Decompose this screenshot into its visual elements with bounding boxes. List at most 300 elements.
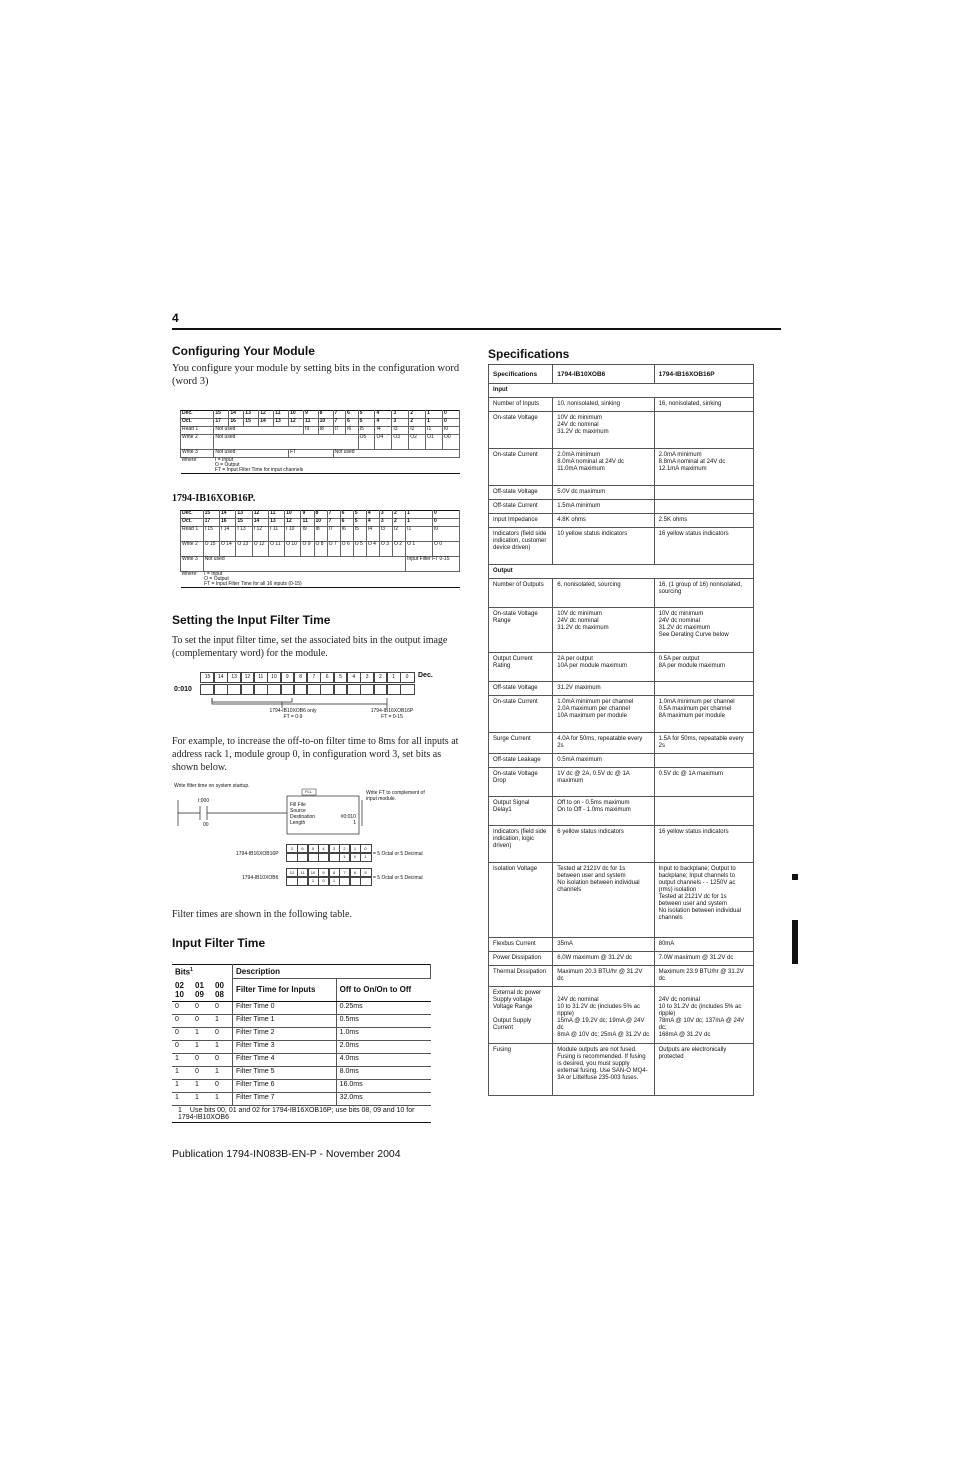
bit-header-cell: 12 bbox=[259, 411, 274, 419]
filter-name: Filter Time 7 bbox=[233, 1092, 337, 1105]
ladder-bit-number: 1 bbox=[349, 844, 361, 854]
bit-header-cell: 16 bbox=[220, 519, 236, 527]
spec-value-ib10xob6: 1.0mA minimum per channel 2.0A maximum per channel 10A maximum per module bbox=[553, 696, 654, 733]
ladder-bit-number: 10 bbox=[307, 868, 319, 878]
ladder-bit-value bbox=[360, 876, 372, 886]
bit-strip-diagram bbox=[172, 668, 462, 728]
spec-name: Fusing bbox=[489, 1044, 553, 1096]
filter-row bbox=[172, 1092, 431, 1105]
spec-name: Off-state Voltage bbox=[489, 486, 553, 500]
filter-value: 32.0ms bbox=[336, 1092, 430, 1105]
where-line: FT = Input Filter Time for input channels bbox=[214, 467, 304, 473]
bit-cell: O0 bbox=[443, 435, 460, 450]
bit-value: 0 bbox=[212, 1027, 233, 1040]
bit-header-cell: 1 bbox=[426, 419, 443, 427]
bit-cell: I 12 bbox=[252, 527, 268, 542]
where-label: Where: bbox=[181, 572, 204, 588]
ladder-bit-number: 2 bbox=[286, 844, 298, 854]
spec-value-ib16xob16p: 7.0W maximum @ 31.2V dc bbox=[654, 952, 753, 966]
bit-header-cell: 14 bbox=[220, 511, 236, 519]
spec-section-label: Input bbox=[489, 384, 754, 398]
bit-header-cell: 13 bbox=[274, 419, 289, 427]
bit-header-cell: 0 bbox=[432, 511, 459, 519]
footnote-text: Use bits 00, 01 and 02 for 1794-IB16XOB16P; use bits 08, 09 and 10 for 1794-IB10XOB6 bbox=[178, 1106, 415, 1121]
bit-header-cell: 11 bbox=[301, 519, 314, 527]
where-text bbox=[203, 572, 459, 588]
bit-cell: I2 bbox=[392, 527, 405, 542]
bit-cell: O 8 bbox=[314, 542, 327, 557]
spec-value-ib16xob16p: 1.5A for 50ms, repeatable every 2s bbox=[654, 733, 753, 754]
spec-value-ib10xob6: 5.0V dc maximum bbox=[553, 486, 654, 500]
bit-cell: O 5 bbox=[353, 542, 366, 557]
spec-name: Output Signal Delay1 bbox=[489, 797, 553, 826]
spec-value-ib10xob6: Off to on - 0.5ms maximum On to Off - 1.0ms maximum bbox=[553, 797, 654, 826]
dec-label: Dec. bbox=[418, 672, 433, 679]
bit-header-cell: 6 bbox=[340, 511, 353, 519]
spec-value-ib10xob6: 4.0A for 50ms, repeatable every 2s bbox=[553, 733, 654, 754]
not-used: Not used bbox=[214, 450, 289, 458]
bit-header-cell: Dec. bbox=[181, 411, 214, 419]
bit-header-cell: 5 bbox=[358, 419, 375, 427]
spec-value-ib10xob6: 6.0W maximum @ 31.2V dc bbox=[553, 952, 654, 966]
callout-ib16xob16p: 1794-IB16XOB16P FT = 0-15 bbox=[370, 708, 414, 720]
spec-value-ib16xob16p: 0.5A per output 8A per module maximum bbox=[654, 653, 753, 682]
spec-name: External dc power Supply voltage Voltage Range Output Supply Current bbox=[489, 987, 553, 1044]
bit-header-cell: 15 bbox=[244, 419, 259, 427]
spec-name: Off-state Voltage bbox=[489, 682, 553, 696]
row1-label: 1794-IB16XOB16P bbox=[236, 851, 279, 857]
filter-name: Filter Time 1 bbox=[233, 1014, 337, 1027]
row1-result: = 5 Octal or 5 Decimal bbox=[373, 851, 423, 857]
bit-id: 09 bbox=[195, 989, 204, 999]
bit-header-cell: 16 bbox=[229, 419, 244, 427]
bit-header-cell: 7 bbox=[333, 419, 346, 427]
ladder-bit-number: 3 bbox=[328, 844, 340, 854]
row-label: Read 1 bbox=[181, 527, 204, 542]
spec-name: Number of Inputs bbox=[489, 398, 553, 412]
where-line: O = Output bbox=[204, 576, 229, 582]
filter-value: 8.0ms bbox=[336, 1066, 430, 1079]
ft-cell: Input Filter FT 0-15 bbox=[406, 557, 460, 572]
spec-name: Off-state Leakage bbox=[489, 754, 553, 768]
filter-row bbox=[172, 1014, 431, 1027]
spec-row bbox=[489, 768, 754, 797]
spec-value-ib10xob6: 2.0mA minimum 8.0mA nominal at 24V dc 11.0mA maximum bbox=[553, 449, 654, 486]
spec-name: On-state Voltage Range bbox=[489, 608, 553, 653]
bit-cell: O 3 bbox=[379, 542, 392, 557]
filter-name: Filter Time 0 bbox=[233, 1001, 337, 1014]
bit-value: 1 bbox=[212, 1040, 233, 1053]
input-filter-heading: Input Filter Time bbox=[172, 936, 266, 950]
spec-value-ib10xob6: 35mA bbox=[553, 938, 654, 952]
bit-header-cell: 17 bbox=[214, 419, 229, 427]
block-title: FLL bbox=[305, 789, 312, 794]
page-number: 4 bbox=[172, 311, 179, 325]
row2-result: = 5 Octal or 5 Decimal bbox=[373, 875, 423, 881]
bit-header-cell: 0 bbox=[432, 519, 459, 527]
config-table-2 bbox=[180, 510, 460, 588]
bit-cell: I1 bbox=[406, 527, 433, 542]
not-used: Not used bbox=[214, 435, 358, 450]
bit-header-cell: 11 bbox=[304, 419, 318, 427]
filter-value: 4.0ms bbox=[336, 1053, 430, 1066]
spec-row bbox=[489, 863, 754, 938]
bit-value: 1 bbox=[192, 1092, 212, 1105]
spec-row bbox=[489, 653, 754, 682]
spec-row bbox=[489, 797, 754, 826]
top-rule bbox=[172, 328, 781, 330]
bit-cell: I3 bbox=[392, 427, 409, 435]
not-used: Not used bbox=[214, 427, 304, 435]
bit-number-cell: 2 bbox=[373, 672, 388, 683]
bit-cell: I 15 bbox=[203, 527, 219, 542]
bit-number-cell: 6 bbox=[320, 672, 335, 683]
filter-name: Filter Time 3 bbox=[233, 1040, 337, 1053]
bit-column-header bbox=[192, 979, 212, 1002]
input-filter-table bbox=[172, 964, 431, 1123]
bit-number-cell: 1 bbox=[386, 672, 401, 683]
spec-row bbox=[489, 682, 754, 696]
bit-header-cell: 15 bbox=[236, 519, 252, 527]
bit-header-cell: 7 bbox=[327, 511, 340, 519]
spec-value-ib16xob16p: 16 yellow status indicators bbox=[654, 826, 753, 863]
spec-name: Input Impedance bbox=[489, 514, 553, 528]
bit-cell: I4 bbox=[366, 527, 379, 542]
spec-value-ib16xob16p bbox=[654, 754, 753, 768]
ladder-caption: Write filter time on system startup. bbox=[174, 783, 250, 789]
bit-cell: I8 bbox=[314, 527, 327, 542]
bit-cell: O 10 bbox=[285, 542, 301, 557]
filter-name: Filter Time 4 bbox=[233, 1053, 337, 1066]
bit-header-cell: 4 bbox=[375, 411, 392, 419]
ladder-bit-value: 1 bbox=[360, 852, 372, 862]
ladder-bit-value: 0 bbox=[349, 852, 361, 862]
bit-number-cell: 3 bbox=[360, 672, 375, 683]
filter-value: 2.0ms bbox=[336, 1040, 430, 1053]
spec-value-ib16xob16p: 80mA bbox=[654, 938, 753, 952]
bit-cell: I 10 bbox=[285, 527, 301, 542]
spec-value-ib16xob16p bbox=[654, 412, 753, 449]
where-line: FT = Input Filter Time for all 16 inputs (0-15) bbox=[204, 581, 302, 587]
bit-cell: I6 bbox=[346, 427, 359, 435]
bit-cell: O 15 bbox=[203, 542, 219, 557]
spec-value-ib16xob16p: 10V dc minimum 24V dc nominal 31.2V dc maximum See Derating Curve below bbox=[654, 608, 753, 653]
contact-bit: 00 bbox=[203, 822, 209, 828]
bit-cell: O 7 bbox=[327, 542, 340, 557]
ladder-bit-value: 1 bbox=[307, 876, 319, 886]
bit-cell: I3 bbox=[379, 527, 392, 542]
bit-header-cell: 15 bbox=[203, 511, 219, 519]
bit-header-cell: 11 bbox=[269, 511, 285, 519]
spec-row bbox=[489, 987, 754, 1044]
bit-header-cell: 9 bbox=[304, 411, 318, 419]
row-label: Write 3 bbox=[181, 557, 204, 572]
bit-cell: I0 bbox=[443, 427, 460, 435]
spec-name: Power Dissipation bbox=[489, 952, 553, 966]
spec-row bbox=[489, 486, 754, 500]
spec-value-ib10xob6: Tested at 2121V dc for 1s between user and system No isolation between individual channels bbox=[553, 863, 654, 938]
spec-value-ib10xob6: 10 yellow status indicators bbox=[553, 528, 654, 565]
filter-name: Filter Time 6 bbox=[233, 1079, 337, 1092]
not-used: Not used bbox=[333, 450, 459, 458]
where-line: I = Input bbox=[204, 571, 223, 577]
spec-value-ib16xob16p bbox=[654, 486, 753, 500]
spec-section-row bbox=[489, 565, 754, 579]
bit-header-cell: 10 bbox=[289, 411, 304, 419]
bit-cell: I7 bbox=[333, 427, 346, 435]
ft-cell: FT bbox=[289, 450, 333, 458]
where-row bbox=[181, 458, 460, 474]
spec-section-label: Output bbox=[489, 565, 754, 579]
block-values: #0:010 1 bbox=[340, 814, 356, 826]
ladder-bit-number: 4 bbox=[318, 844, 330, 854]
bit-id: 01 bbox=[195, 980, 204, 990]
filter-value: 1.0ms bbox=[336, 1027, 430, 1040]
spec-value-ib10xob6: 0.5mA maximum bbox=[553, 754, 654, 768]
write2-row bbox=[181, 435, 460, 450]
bit-header-cell: 10 bbox=[318, 419, 333, 427]
bit-id: 00 bbox=[215, 980, 224, 990]
bit-row bbox=[181, 542, 460, 557]
bit-value: 1 bbox=[172, 1079, 192, 1092]
bit-value: 0 bbox=[212, 1001, 233, 1014]
bit-header-cell: 10 bbox=[285, 511, 301, 519]
filter-name: Filter Time 5 bbox=[233, 1066, 337, 1079]
bit-value: 1 bbox=[212, 1092, 233, 1105]
bit-value: 0 bbox=[212, 1053, 233, 1066]
bit-number-cell: 15 bbox=[200, 672, 215, 683]
bit-value: 1 bbox=[172, 1053, 192, 1066]
bits-footnote-mark: 1 bbox=[190, 967, 193, 973]
spec-value-ib16xob16p: 16 yellow status indicators bbox=[654, 528, 753, 565]
filter-note: Filter times are shown in the following table. bbox=[172, 909, 352, 920]
bit-column-header bbox=[172, 979, 192, 1002]
spec-section-row bbox=[489, 384, 754, 398]
spec-row bbox=[489, 608, 754, 653]
bit-header-cell: 5 bbox=[353, 511, 366, 519]
description-header: Description bbox=[233, 965, 431, 979]
bit-number-cell: 8 bbox=[293, 672, 308, 683]
bit-cell: O1 bbox=[426, 435, 443, 450]
bit-cell: I9 bbox=[301, 527, 314, 542]
bit-header-cell: 13 bbox=[244, 411, 259, 419]
spec-row bbox=[489, 1044, 754, 1096]
filter-name: Filter Time 2 bbox=[233, 1027, 337, 1040]
spec-value-ib10xob6: 1.5mA minimum bbox=[553, 500, 654, 514]
spec-row bbox=[489, 938, 754, 952]
bits-header bbox=[172, 965, 233, 979]
bit-cell: I 14 bbox=[220, 527, 236, 542]
example-body: For example, to increase the off-to-on filter time to 8ms for all inputs at address rack 1, module group 0, in configuration word 3, set bits as shown below. bbox=[172, 736, 459, 773]
bit-cell: O 0 bbox=[432, 542, 459, 557]
bit-header-cell: 10 bbox=[314, 519, 327, 527]
filter-row bbox=[172, 1027, 431, 1040]
bit-cell: I 13 bbox=[236, 527, 252, 542]
row2-label: 1794-IB10XOB6 bbox=[242, 875, 279, 881]
spec-value-ib10xob6: 10, nonisolated, sinking bbox=[553, 398, 654, 412]
ladder-diagram bbox=[172, 780, 464, 890]
spec-name: On-state Current bbox=[489, 449, 553, 486]
spec-name: On-state Current bbox=[489, 696, 553, 733]
bit-value: 0 bbox=[192, 1014, 212, 1027]
filter-subheader-row bbox=[172, 979, 431, 1002]
bit-number-cell: 5 bbox=[333, 672, 348, 683]
ladder-bit-number: 0 bbox=[360, 844, 372, 854]
bit-header-cell: 12 bbox=[289, 419, 304, 427]
spec-name: Indicators (field side indication, logic driven) bbox=[489, 826, 553, 863]
where-line: O = Output bbox=[214, 462, 240, 468]
bit-header-cell: 3 bbox=[392, 419, 409, 427]
bit-value: 1 bbox=[212, 1066, 233, 1079]
bit-cell: I4 bbox=[375, 427, 392, 435]
filter-footnote bbox=[172, 1105, 431, 1122]
bit-header-cell: 4 bbox=[366, 511, 379, 519]
spec-value-ib16xob16p: 16, (1 group of 16) nonisolated, sourcing bbox=[654, 579, 753, 608]
filter-header-row bbox=[172, 965, 431, 979]
bit-cell: O4 bbox=[375, 435, 392, 450]
spec-value-ib10xob6: 31.2V maximum bbox=[553, 682, 654, 696]
spec-header-cell: 1794-IB10XOB6 bbox=[553, 365, 654, 384]
thumb-marker-small bbox=[792, 874, 798, 880]
spec-value-ib16xob16p: 2.5K ohms bbox=[654, 514, 753, 528]
bit-cell: O 4 bbox=[366, 542, 379, 557]
configuring-heading: Configuring Your Module bbox=[172, 344, 315, 358]
bit-value: 1 bbox=[192, 1079, 212, 1092]
spec-name: Thermal Dissipation bbox=[489, 966, 553, 987]
thumb-marker-tab bbox=[792, 920, 798, 964]
bit-header-cell: 12 bbox=[285, 519, 301, 527]
filter-value: 0.25ms bbox=[336, 1001, 430, 1014]
off-on-header: Off to On/On to Off bbox=[336, 979, 430, 1002]
bit-value: 0 bbox=[192, 1053, 212, 1066]
bit-header-cell: 7 bbox=[327, 519, 340, 527]
bit-header-cell: 14 bbox=[229, 411, 244, 419]
spec-value-ib16xob16p: 0.5V dc @ 1A maximum bbox=[654, 768, 753, 797]
bit-cell: I2 bbox=[409, 427, 426, 435]
spec-name: On-state Voltage bbox=[489, 412, 553, 449]
ladder-bit-number: 12 bbox=[286, 868, 298, 878]
bit-header-cell: 5 bbox=[353, 519, 366, 527]
bit-id: 02 bbox=[175, 980, 184, 990]
spec-name: On-state Voltage Drop bbox=[489, 768, 553, 797]
spec-row bbox=[489, 528, 754, 565]
bit-header-cell: 1 bbox=[426, 411, 443, 419]
bit-cell: I5 bbox=[358, 427, 375, 435]
row-label: Write 2 bbox=[181, 435, 214, 450]
spec-name: Surge Current bbox=[489, 733, 553, 754]
bit-header-cell: 1 bbox=[406, 519, 433, 527]
bit-value: 0 bbox=[172, 1014, 192, 1027]
bit-header-cell: 17 bbox=[203, 519, 219, 527]
spec-row bbox=[489, 398, 754, 412]
bit-cell: I6 bbox=[340, 527, 353, 542]
specifications-heading: Specifications bbox=[488, 347, 570, 361]
address-label: 0:010 bbox=[174, 686, 192, 693]
bit-number-cell: 11 bbox=[253, 672, 268, 683]
spec-row bbox=[489, 696, 754, 733]
spec-header-cell: Specifications bbox=[489, 365, 553, 384]
filter-value: 16.0ms bbox=[336, 1079, 430, 1092]
spec-value-ib10xob6: 4.8K ohms bbox=[553, 514, 654, 528]
ladder-note: Write FT to complement of input module. bbox=[366, 790, 425, 802]
ladder-bit-number: 6 bbox=[349, 868, 361, 878]
bit-header-cell: 0 bbox=[443, 419, 460, 427]
where-label: Where: bbox=[181, 458, 214, 474]
bit-header-cell: 2 bbox=[392, 511, 405, 519]
bit-cell: I5 bbox=[353, 527, 366, 542]
spec-value-ib10xob6: 6, nonisolated, sourcing bbox=[553, 579, 654, 608]
config-table-1 bbox=[180, 410, 460, 474]
bit-cell: O2 bbox=[409, 435, 426, 450]
filter-footnote-row bbox=[172, 1105, 431, 1122]
bit-number-cell: 12 bbox=[240, 672, 255, 683]
spec-header-row bbox=[489, 365, 754, 384]
bit-header-cell: 2 bbox=[392, 519, 405, 527]
spec-value-ib16xob16p: 16, nonisolated, sinking bbox=[654, 398, 753, 412]
ladder-bit-number: 5 bbox=[360, 868, 372, 878]
ladder-bit-value: 1 bbox=[328, 876, 340, 886]
spec-value-ib10xob6: 10V dc minimum 24V dc nominal 31.2V dc maximum bbox=[553, 608, 654, 653]
bit-cell: O 12 bbox=[252, 542, 268, 557]
filter-row bbox=[172, 1001, 431, 1014]
spec-header-cell: 1794-IB16XOB16P bbox=[654, 365, 753, 384]
bit-value: 0 bbox=[192, 1001, 212, 1014]
spec-name: Indicators (field side indication, customer device driven) bbox=[489, 528, 553, 565]
contact-address: I:000 bbox=[198, 798, 210, 804]
bit-number-cell: 13 bbox=[227, 672, 242, 683]
bit-cell: O 14 bbox=[220, 542, 236, 557]
bit-cell: I 11 bbox=[269, 527, 285, 542]
row-label: Write 2 bbox=[181, 542, 204, 557]
bit-header-cell: 15 bbox=[214, 411, 229, 419]
row-label: Read 1 bbox=[181, 427, 214, 435]
spec-name: Number of Outputs bbox=[489, 579, 553, 608]
spec-row bbox=[489, 733, 754, 754]
bit-number-cell: 7 bbox=[306, 672, 321, 683]
bit-cell: I8 bbox=[318, 427, 333, 435]
bit-header-cell: 5 bbox=[358, 411, 375, 419]
bit-column-header bbox=[212, 979, 233, 1002]
bit-header-cell: 13 bbox=[269, 519, 285, 527]
bit-number-cell: 10 bbox=[267, 672, 282, 683]
bit-id: 10 bbox=[175, 989, 184, 999]
bit-header-cell: 4 bbox=[366, 519, 379, 527]
write3-row bbox=[181, 557, 460, 572]
spec-row bbox=[489, 449, 754, 486]
bit-cell: O 9 bbox=[301, 542, 314, 557]
where-row bbox=[181, 572, 460, 588]
where-line: I = Input bbox=[214, 457, 234, 463]
spec-name: Isolation Voltage bbox=[489, 863, 553, 938]
spec-name: Output Current Rating bbox=[489, 653, 553, 682]
bit-header-cell: 13 bbox=[236, 511, 252, 519]
filter-row bbox=[172, 1079, 431, 1092]
row-label: Write 3 bbox=[181, 450, 214, 458]
spec-row bbox=[489, 754, 754, 768]
bit-value: 1 bbox=[172, 1092, 192, 1105]
bit-header-cell: 14 bbox=[252, 519, 268, 527]
spec-value-ib16xob16p: Outputs are electronically protected bbox=[654, 1044, 753, 1096]
bit-header-cell: 11 bbox=[274, 411, 289, 419]
footer-publication: Publication 1794-IN083B-EN-P - November 2004 bbox=[172, 1148, 401, 1160]
spec-value-ib16xob16p bbox=[654, 797, 753, 826]
bit-number-cell: 4 bbox=[346, 672, 361, 683]
bit-header-cell: Oct. bbox=[181, 419, 214, 427]
spec-value-ib10xob6: 1V dc @ 2A, 0.5V dc @ 1A maximum bbox=[553, 768, 654, 797]
bit-header-cell: 3 bbox=[379, 519, 392, 527]
bit-cell: I1 bbox=[426, 427, 443, 435]
bit-value: 0 bbox=[212, 1079, 233, 1092]
